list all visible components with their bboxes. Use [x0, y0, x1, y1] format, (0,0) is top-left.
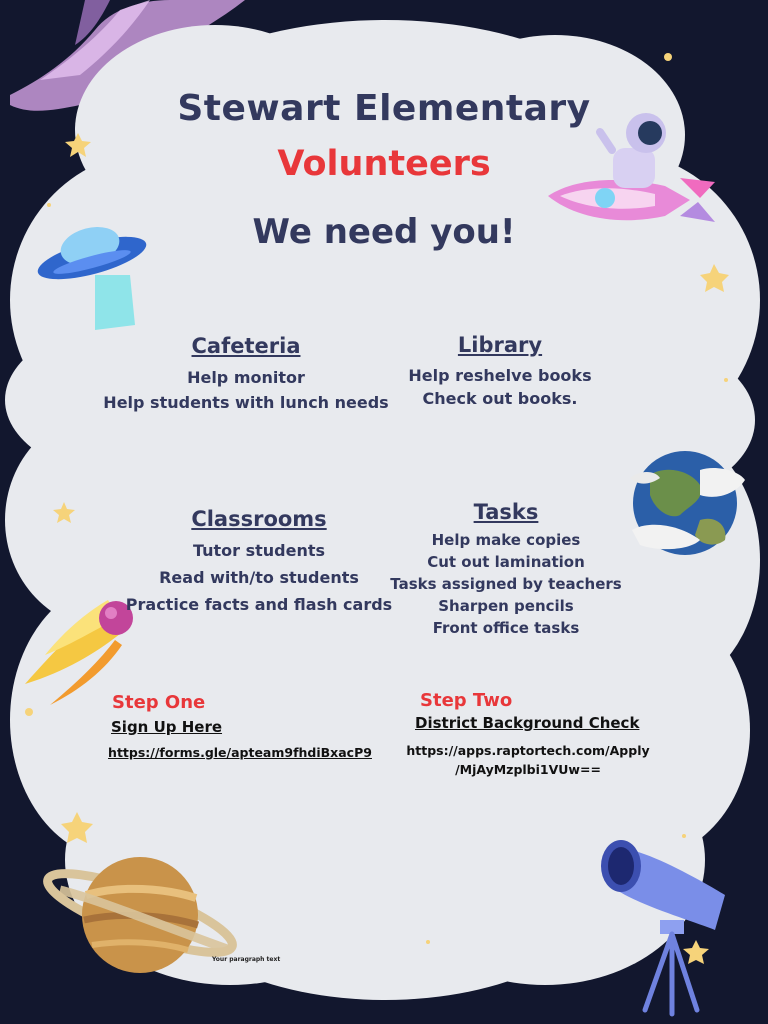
- library-title: Library: [457, 333, 543, 357]
- volunteers-heading: Volunteers: [277, 144, 491, 184]
- paragraph-placeholder: Your paragraph text: [212, 956, 281, 963]
- classrooms-item: Tutor students: [192, 541, 326, 560]
- background-check-url-line2[interactable]: /MjAyMzplbi1VUw==: [455, 762, 601, 777]
- classrooms-item: Practice facts and flash cards: [125, 595, 393, 614]
- cafeteria-item: Help students with lunch needs: [103, 393, 389, 412]
- tasks-title: Tasks: [473, 500, 539, 524]
- tagline: We need you!: [252, 212, 516, 252]
- tasks-item: Help make copies: [431, 531, 581, 549]
- cafeteria-item: Help monitor: [187, 368, 305, 387]
- library-item: Help reshelve books: [408, 366, 592, 385]
- school-name: Stewart Elementary: [177, 88, 591, 129]
- library-item: Check out books.: [422, 389, 578, 408]
- tasks-item: Tasks assigned by teachers: [390, 575, 622, 593]
- sign-up-url[interactable]: https://forms.gle/apteam9fhdiBxacP9: [108, 745, 372, 760]
- tasks-item: Cut out lamination: [427, 553, 585, 571]
- cafeteria-title: Cafeteria: [191, 334, 301, 358]
- tasks-item: Sharpen pencils: [438, 597, 574, 615]
- step-two-label: Step Two: [420, 690, 513, 711]
- classrooms-title: Classrooms: [191, 507, 327, 531]
- classrooms-item: Read with/to students: [159, 568, 359, 587]
- background-check-url-line1[interactable]: https://apps.raptortech.com/Apply: [406, 743, 650, 758]
- sign-up-link[interactable]: Sign Up Here: [111, 718, 223, 736]
- background-check-link[interactable]: District Background Check: [415, 714, 640, 732]
- step-one-label: Step One: [112, 692, 206, 713]
- tasks-item: Front office tasks: [432, 619, 580, 637]
